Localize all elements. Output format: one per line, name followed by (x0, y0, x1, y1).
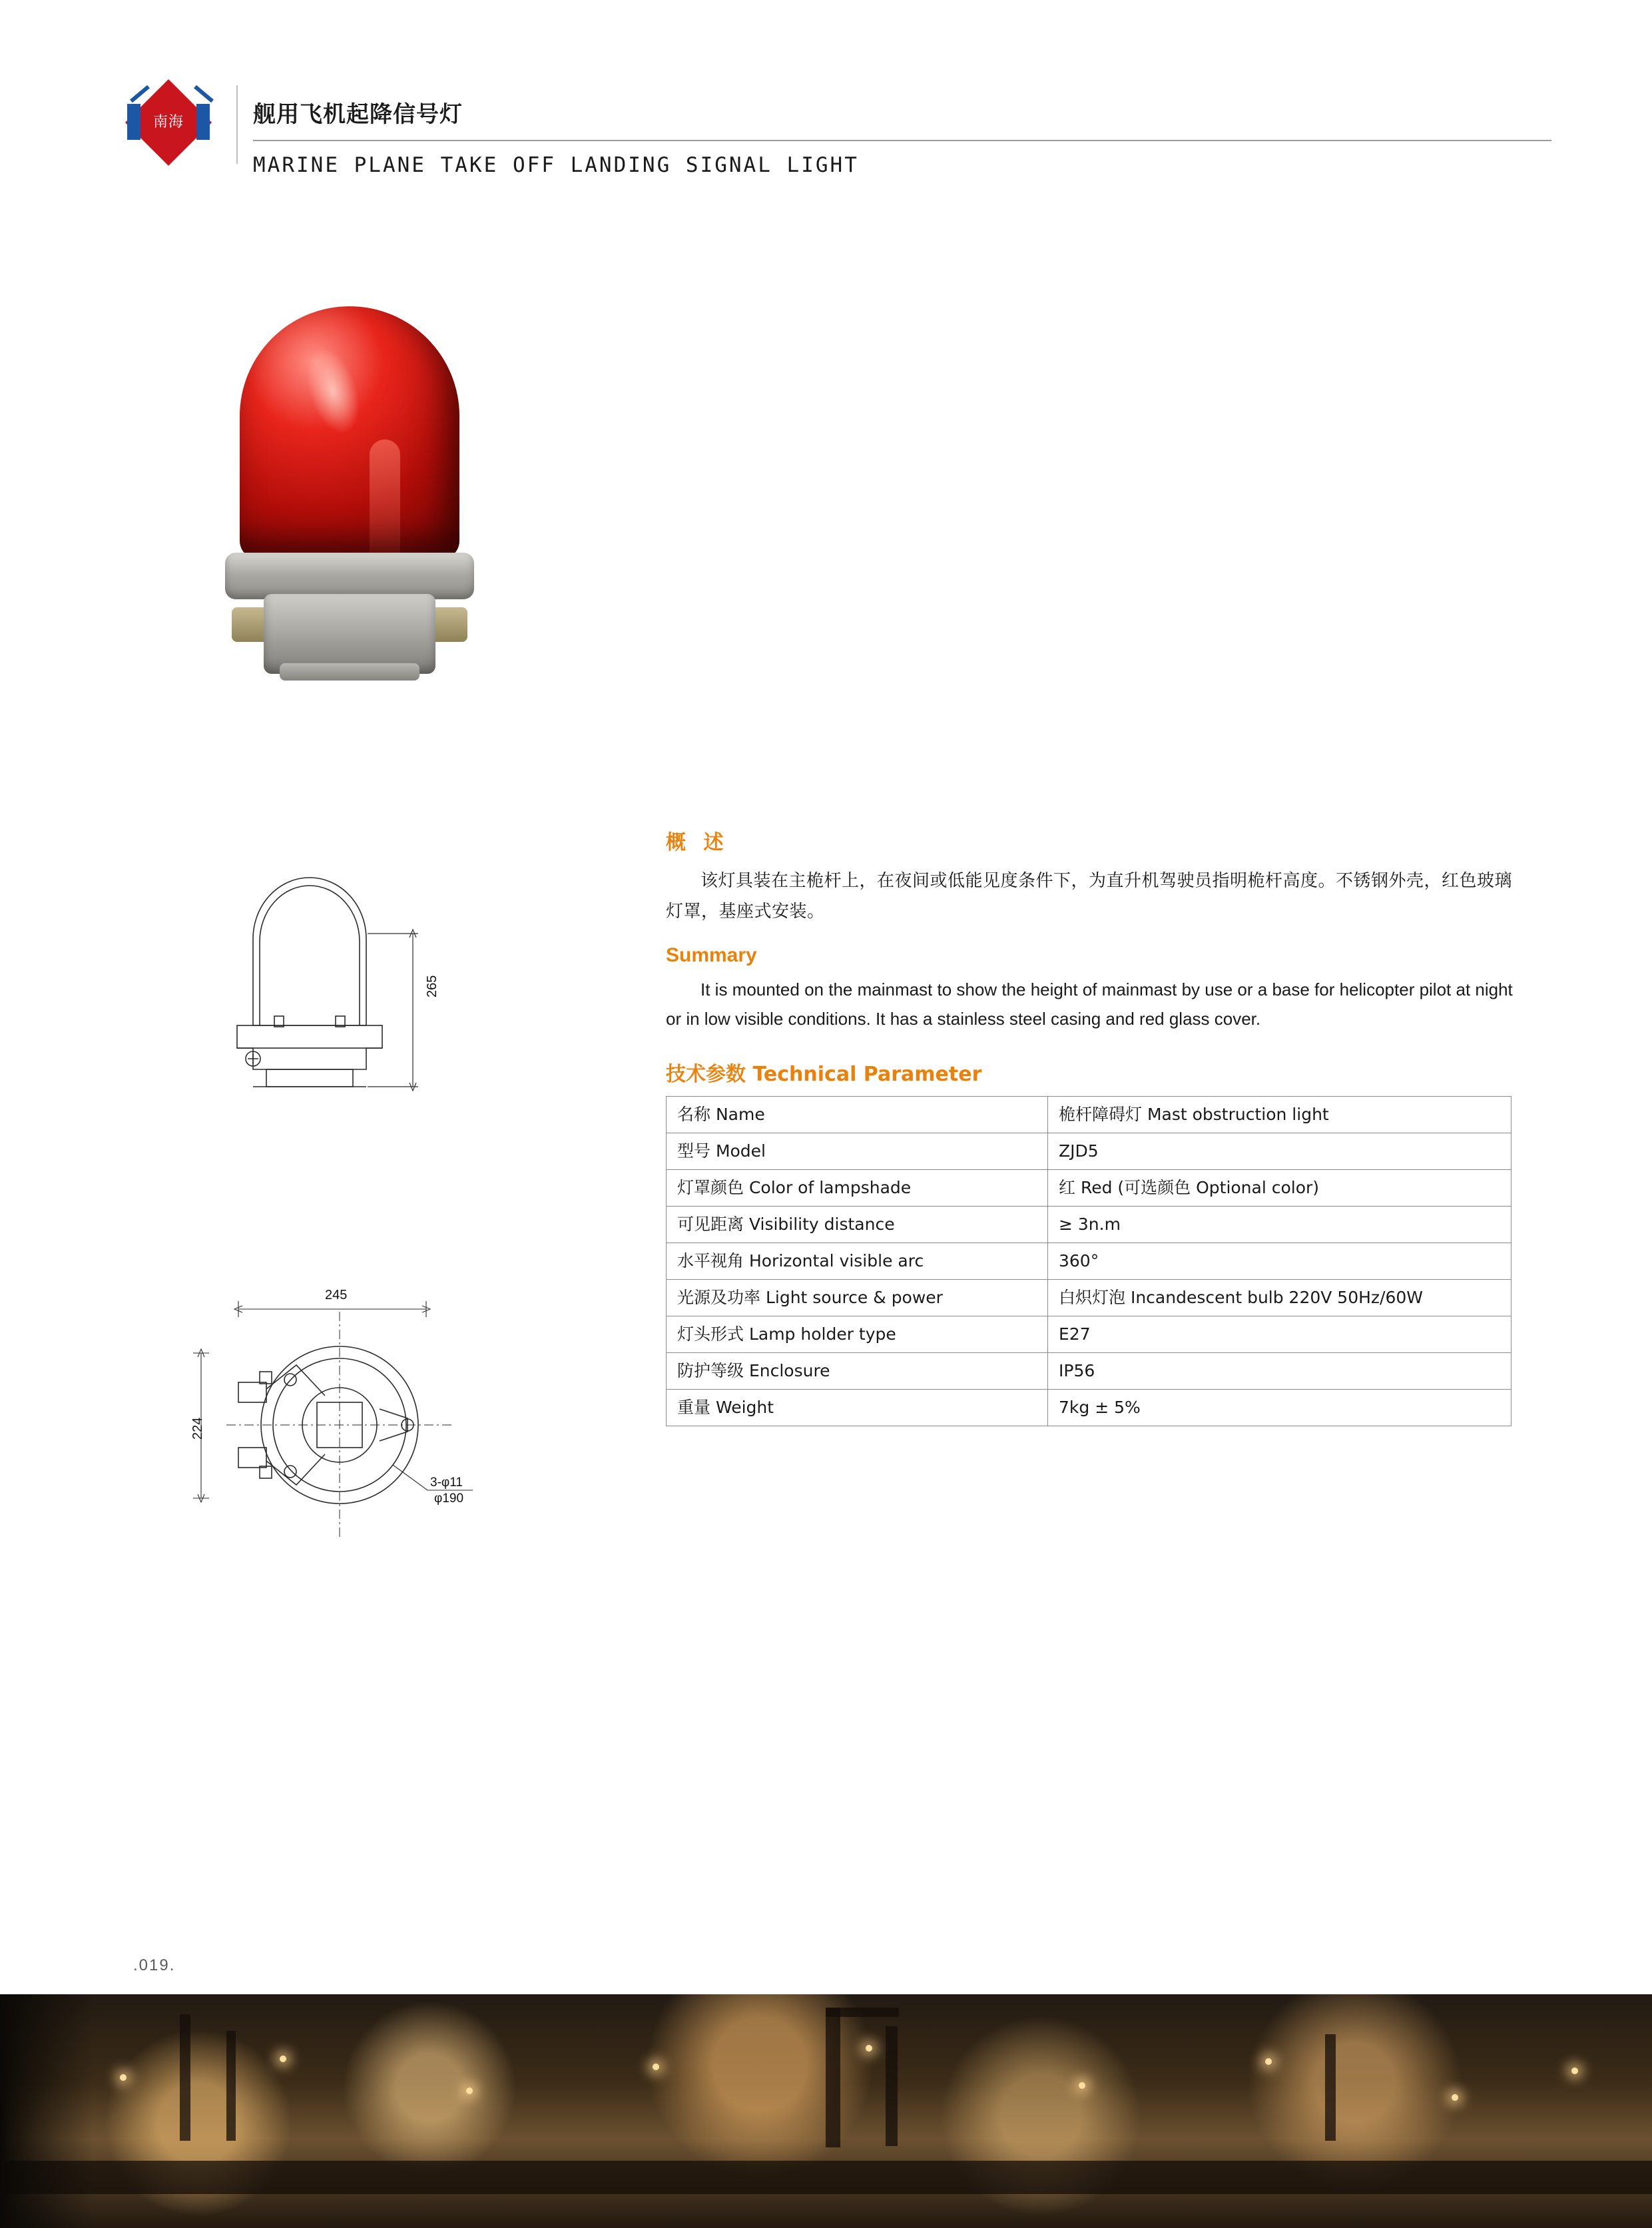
logo-tick-right (194, 85, 214, 103)
header-divider (236, 85, 238, 164)
dock-light (1452, 2094, 1458, 2101)
crane-structure (226, 2031, 236, 2141)
table-row (667, 1097, 1512, 1133)
dock-light (1571, 2068, 1578, 2074)
page-title-cn: 舰用飞机起降信号灯 (253, 101, 463, 128)
top-view-depth-dim: 224 (190, 1417, 205, 1440)
summary-text-cn: 该灯具装在主桅杆上，在夜间或低能见度条件下，为直升机驾驶员指明桅杆高度。不锈钢外壳，红色玻璃灯罩，基座式安装。 (666, 871, 1513, 922)
lamp-base (264, 594, 435, 674)
lamp-foot (280, 663, 419, 681)
spec-key: 可见距离 Visibility distance (667, 1207, 1048, 1243)
dock-light (653, 2064, 659, 2070)
spec-value: 360° (1048, 1243, 1512, 1280)
spec-key: 重量 Weight (667, 1390, 1048, 1426)
spec-value: 白炽灯泡 Incandescent bulb 220V 50Hz/60W (1048, 1280, 1512, 1316)
dome-highlight (298, 342, 369, 439)
dock-light (1079, 2082, 1085, 2089)
page-number: .019. (133, 1956, 176, 1974)
crane-structure (1325, 2034, 1336, 2141)
spec-value: 7kg ± 5% (1048, 1390, 1512, 1426)
summary-heading-en: Summary (666, 944, 757, 966)
table-row (667, 1280, 1512, 1316)
logo-bar-left (127, 104, 140, 140)
spec-value: E27 (1048, 1316, 1512, 1353)
crane-structure (826, 2008, 899, 2017)
lamp-collar (225, 553, 474, 599)
footer-image-band (0, 1994, 1652, 2228)
logo-bar-right (196, 104, 210, 140)
table-row (667, 1133, 1512, 1170)
dock-light (1265, 2058, 1272, 2065)
top-view-width-dim: 245 (325, 1288, 348, 1302)
crane-structure (826, 2008, 840, 2147)
side-view-height-dim: 265 (425, 975, 439, 997)
dock-light (120, 2074, 127, 2081)
table-row (667, 1207, 1512, 1243)
table-row (667, 1243, 1512, 1280)
spec-value: 红 Red (可选颜色 Optional color) (1048, 1170, 1512, 1207)
spec-key: 灯头形式 Lamp holder type (667, 1316, 1048, 1353)
page-title-en: MARINE PLANE TAKE OFF LANDING SIGNAL LIGHT (253, 153, 859, 177)
content-column (666, 826, 1525, 1426)
spec-value: ZJD5 (1048, 1133, 1512, 1170)
top-view-hole-note-2: φ190 (434, 1492, 464, 1506)
title-rule (253, 140, 1551, 141)
technical-parameter-heading: 技术参数 Technical Parameter (666, 1063, 982, 1086)
technical-parameter-table (666, 1096, 1512, 1426)
table-row (667, 1316, 1512, 1353)
side-view-svg (173, 859, 519, 1139)
top-view-svg (160, 1265, 533, 1571)
spec-key: 型号 Model (667, 1133, 1048, 1170)
company-logo (123, 87, 223, 160)
side-view-drawing (173, 859, 519, 1139)
table-row (667, 1390, 1512, 1426)
spec-key: 水平视角 Horizontal visible arc (667, 1243, 1048, 1280)
summary-heading-cn: 概 述 (666, 831, 729, 854)
product-photo (200, 286, 546, 719)
spec-key: 灯罩颜色 Color of lampshade (667, 1170, 1048, 1207)
crane-structure (180, 2014, 190, 2141)
spec-key: 防护等级 Enclosure (667, 1353, 1048, 1390)
top-view-drawing (160, 1265, 533, 1571)
summary-text-en: It is mounted on the mainmast to show the height of mainmast by use or a base for helicopter pilot at night or in low visible conditions. It has a stainless steel casing and red glass cover. (666, 979, 1513, 1029)
dock-light (466, 2088, 473, 2094)
spec-value: IP56 (1048, 1353, 1512, 1390)
page-header (0, 0, 1652, 213)
table-row (667, 1170, 1512, 1207)
logo-text: 南海 (152, 114, 184, 131)
spec-key: 名称 Name (667, 1097, 1048, 1133)
footer-left-vignette (0, 1994, 93, 2228)
spec-value: ≥ 3n.m (1048, 1207, 1512, 1243)
spec-value: 桅杆障碍灯 Mast obstruction light (1048, 1097, 1512, 1133)
dock-light (280, 2056, 286, 2062)
spec-key: 光源及功率 Light source & power (667, 1280, 1048, 1316)
dock-light (866, 2045, 872, 2052)
lamp-red-dome (240, 306, 459, 559)
dock-deck (0, 2161, 1652, 2194)
crane-structure (886, 2026, 898, 2146)
table-row (667, 1353, 1512, 1390)
top-view-hole-note-1: 3-φ11 (430, 1476, 463, 1490)
